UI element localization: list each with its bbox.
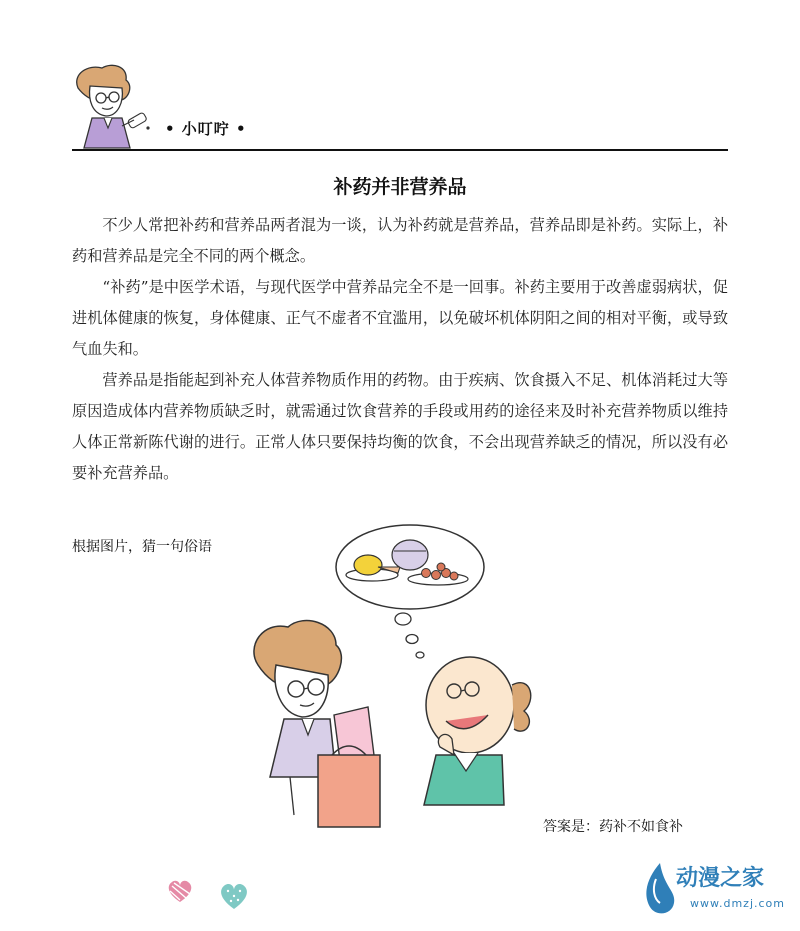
riddle-prompt: 根据图片，猜一句俗语 xyxy=(72,539,212,555)
site-logo-name: 动漫之家 xyxy=(676,866,765,891)
bald-man-character-icon xyxy=(424,657,531,805)
article-paragraph: 不少人常把补药和营养品两者混为一谈，认为补药就是营养品，营养品即是补药。实际上，补药和营养品是完全不同的两个概念。 xyxy=(72,216,728,265)
site-logo-url: www.dmzj.com xyxy=(690,897,785,910)
pink-heart-icon xyxy=(166,878,194,904)
nurse-avatar-icon xyxy=(68,62,163,150)
riddle-answer: 答案是：药补不如食补 xyxy=(543,819,683,835)
article-body xyxy=(72,210,728,489)
header-divider xyxy=(72,149,728,151)
woman-character-icon xyxy=(254,621,380,827)
page-header xyxy=(0,0,800,160)
article-paragraph: 营养品是指能起到补充人体营养物质作用的药物。由于疾病、饮食摄入不足、机体消耗过大等原因造成体内营养物质缺乏时，就需通过饮食营养的手段或用药的途径来及时补充营养物质以维持人体正常新陈代谢的进行。正常人体只要保持均衡的饮食，不会出现营养缺乏的情况，所以没有必要补充营养品。 xyxy=(72,371,728,482)
article-paragraph: “补药”是中医学术语，与现代医学中营养品完全不是一回事。补药主要用于改善虚弱病状，促进机体健康的恢复，身体健康、正气不虚者不宜滥用，以免破坏机体阴阳之间的相对平衡，或导致气血失和。 xyxy=(72,278,728,358)
header-tag-label: • 小叮咛 • xyxy=(165,120,247,138)
teal-heart-icon xyxy=(218,881,250,911)
riddle-illustration xyxy=(240,515,540,840)
article-title: 补药并非营养品 xyxy=(333,176,467,198)
